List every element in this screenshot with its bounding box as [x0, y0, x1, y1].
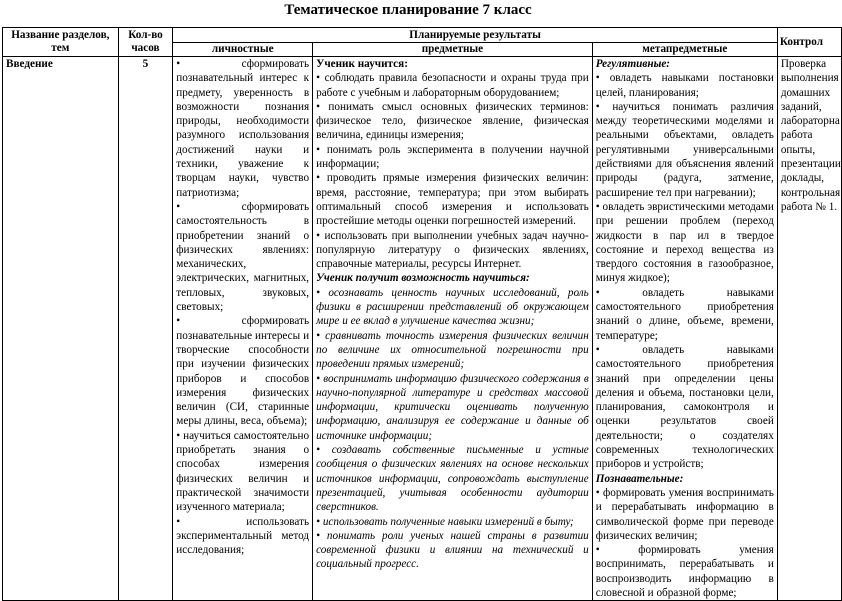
meta-heading-regulatory: Регулятивные:: [595, 58, 671, 70]
control-cell: Проверка выполнения домашних заданий, лабораторна работа опыты, презентации доклады, контрольная работа № 1.: [777, 57, 841, 601]
list-item: • овладеть навыками постановки целей, планирования;: [596, 71, 774, 100]
header-personal: личностные: [173, 43, 313, 57]
header-control: Контрол: [777, 28, 841, 57]
subject-cell: [313, 57, 593, 601]
list-item: • использовать экспериментальный метод исследования;: [176, 515, 309, 558]
list-item: • понимать роль эксперимента в получении научной информации;: [316, 143, 589, 172]
list-item: • создавать собственные письменные и устные сообщения о физических явлениях на основе нескольких источников информации, сопровождать выступление презентацией, учитывая особенности аудитории сверстников.: [316, 443, 589, 514]
page-title: Тематическое планирование 7 класс: [284, 2, 532, 18]
subject-heading-learn: Ученик научится:: [316, 58, 408, 70]
table-row: [3, 57, 842, 601]
header-section: Название разделов, тем: [3, 28, 119, 57]
list-item: • понимать роли ученых нашей страны в развитии современной физики и влиянии на технический и социальный прогресс.: [316, 529, 589, 572]
list-item: • сформировать самостоятельность в приобретении знаний о физических явлениях: механических, электрических, магнитных, тепловых, звуковых, световых;: [176, 200, 309, 314]
hours-cell: 5: [118, 57, 173, 601]
list-item: • овладеть навыками самостоятельного приобретения знаний при определении цены деления и объема, постановки цели, планирования, самоконтроля и оценки результатов своей деятельности; о создателях современных технологических приборов и устройств;: [596, 343, 774, 472]
list-item: • осознавать ценность научных исследований, роль физики в расширении представлений об окружающем мире и ее вклад в улучшение качества жизни;: [316, 286, 589, 329]
list-item: • научиться понимать различия между теоретическими моделями и реальными объектами, овладеть регулятивными универсальными действиями для объяснения явлений природы (радуга, затмение, расширение тел при нагревании);: [596, 100, 774, 200]
list-item: • сформировать познавательный интерес к предмету, уверенность в возможности познания природы, необходимости разумного использования достижений науки и техники, уважение к творцам науки, чувство патриотизма;: [176, 57, 309, 200]
list-item: • овладеть эвристическими методами при решении проблем (переход жидкости в пар ил в твердое состояние и переход вещества из твердого состояния в газообразное, минуя жидкое);: [596, 200, 774, 286]
list-item: • сравнивать точность измерения физических величин по величине их относительной погрешности при проведении прямых измерений;: [316, 329, 589, 372]
list-item: • проводить прямые измерения физических величин: время, расстояние, температура; при этом выбирать оптимальный способ измерения и использовать простейшие методы оценки погрешностей измерений.: [316, 171, 589, 228]
meta-heading-cognitive: Познавательные:: [595, 472, 684, 485]
list-item: • использовать при выполнении учебных задач научно-популярную литературу о физических явлениях, справочные материалы, ресурсы Интернет.: [316, 229, 589, 272]
header-hours: Кол-во часов: [118, 28, 173, 57]
personal-cell: [173, 57, 313, 601]
list-item: • научиться самостоятельно приобретать знания о способах измерения физических величин и практической значимости изученного материала;: [176, 429, 309, 515]
list-item: • формировать умения воспринимать и перерабатывать информацию в символической форме при переводе физических величин;: [596, 486, 774, 543]
meta-cell: [592, 57, 777, 601]
list-item: • использовать полученные навыки измерений в быту;: [316, 515, 589, 529]
list-item: • сформировать познавательные интересы и творческие способности при изучении физических приборов и способов измерения физических величин (СИ, старинные меры длины, веса, объема);: [176, 314, 309, 428]
list-item: • понимать смысл основных физических терминов: физическое тело, физическое явление, физическая величина, единицы измерения;: [316, 100, 589, 143]
header-row: [3, 28, 842, 43]
planning-table: [2, 27, 842, 601]
header-meta: метапредметные: [592, 43, 777, 57]
header-planned: Планируемые результаты: [173, 28, 778, 43]
subject-heading-chance: Ученик получит возможность научиться:: [316, 272, 530, 285]
list-item: • соблюдать правила безопасности и охраны труда при работе с учебным и лабораторным оборудованием;: [316, 71, 589, 100]
section-cell: Введение: [3, 57, 119, 601]
list-item: • формировать умения воспринимать, перерабатывать и воспроизводить информацию в словесной и образной форме;: [596, 543, 774, 600]
list-item: • овладеть навыками самостоятельного приобретения знаний о длине, объеме, времени, температуре;: [596, 286, 774, 343]
header-subject: предметные: [313, 43, 593, 57]
list-item: • воспринимать информацию физического содержания в научно-популярной литературе и средствах массовой информации, критически оценивать полученную информацию, анализируя ее содержание и данные об источнике информации;: [316, 372, 589, 443]
